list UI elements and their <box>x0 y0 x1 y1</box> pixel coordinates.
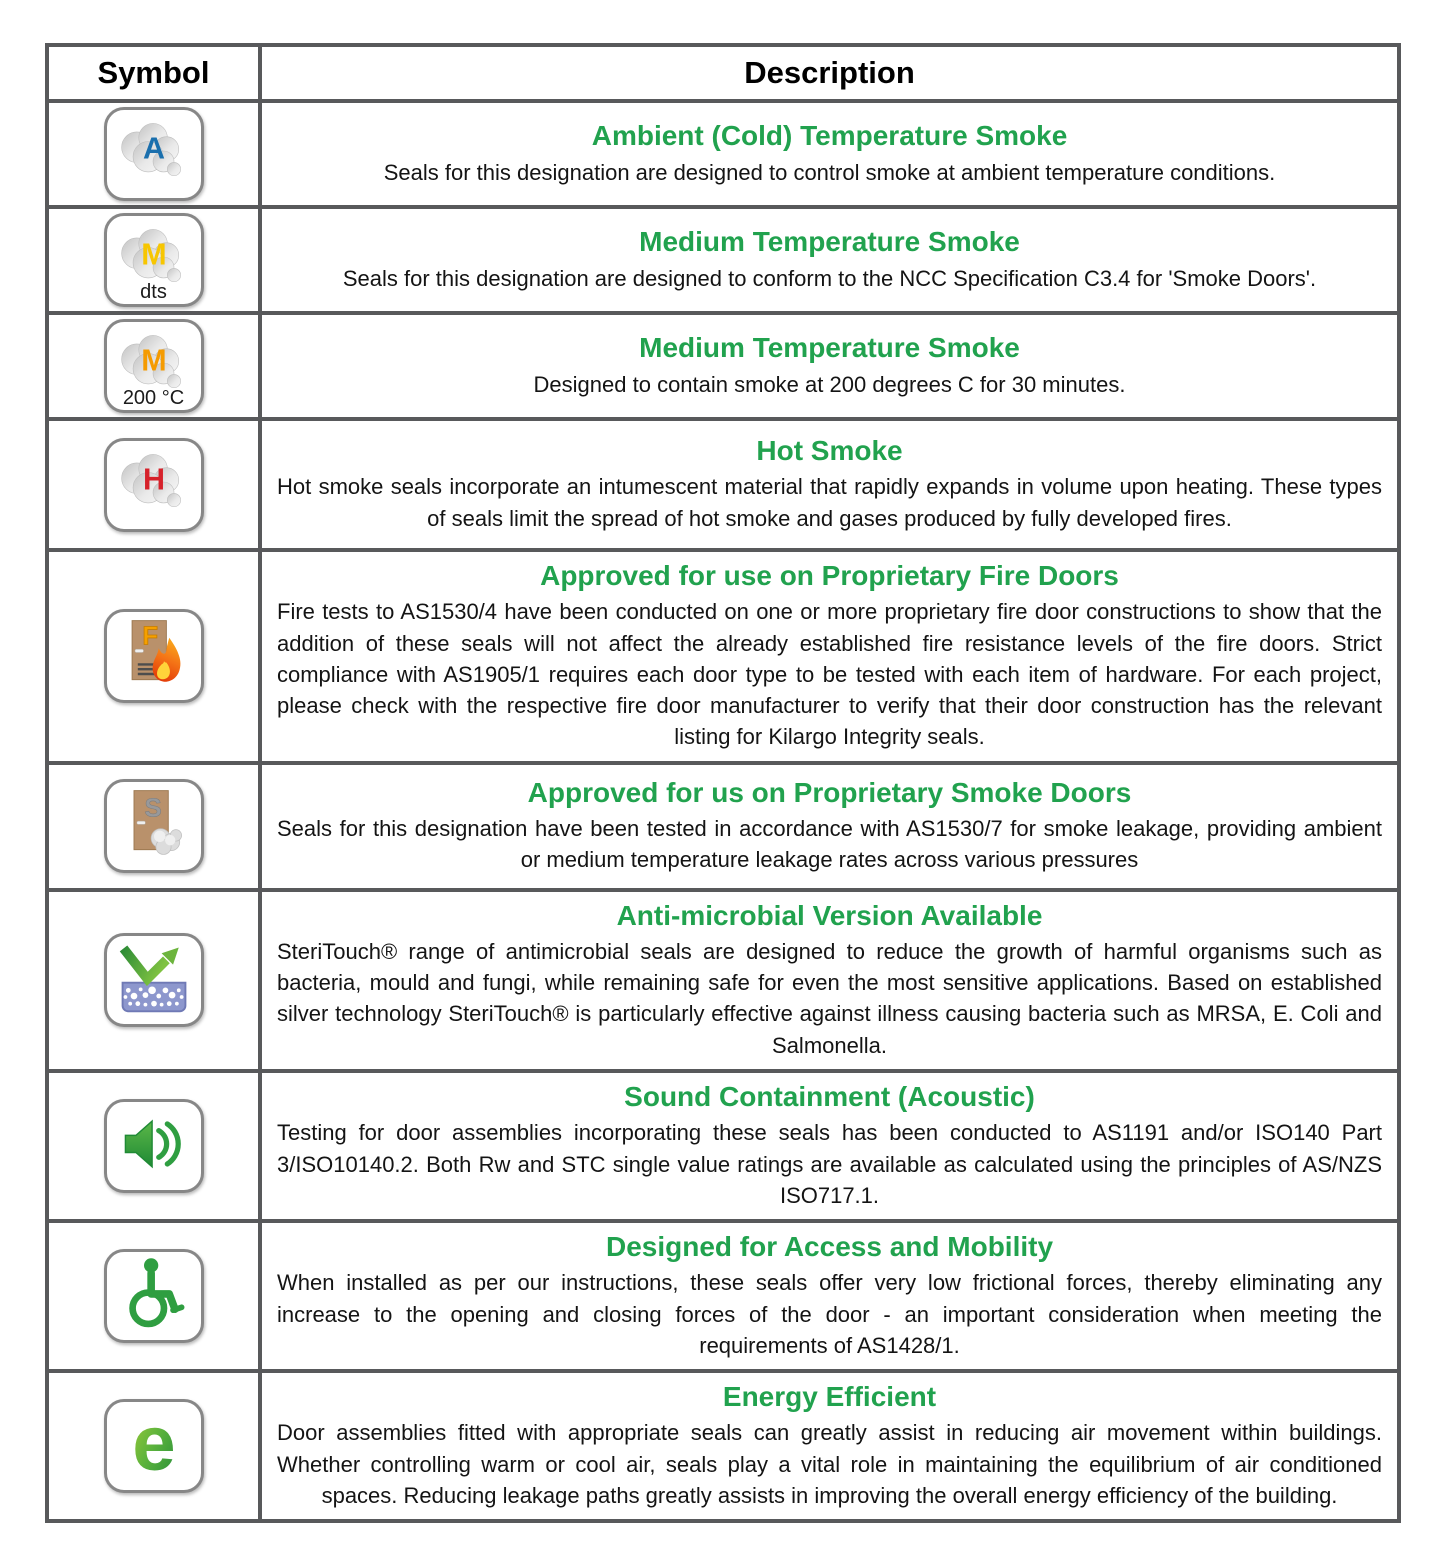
row-description: Door assemblies fitted with appropriate seals can greatly assist in reducing air movement within buildings. Whether controlling warm or cool air, seals play a vital role in maintaining the equilibrium of air conditioned spaces. Reducing leakage paths greatly assists in improving the overall energy efficiency of the building. <box>277 1420 1382 1508</box>
table-row <box>47 763 1399 890</box>
row-title: Approved for use on Proprietary Fire Doors <box>540 560 1119 591</box>
svg-text:F: F <box>141 622 158 651</box>
symbol-cell <box>47 890 260 1071</box>
description-cell <box>260 101 1399 207</box>
description-column-header: Description <box>260 45 1399 101</box>
svg-text:A: A <box>142 131 165 166</box>
svg-text:S: S <box>143 794 162 823</box>
table-row <box>47 890 1399 1071</box>
table-row <box>47 1371 1399 1521</box>
description-cell <box>260 550 1399 763</box>
symbol-cell <box>47 313 260 419</box>
symbol-cell <box>47 1221 260 1371</box>
table-row <box>47 550 1399 763</box>
row-description: Seals for this designation are designed to control smoke at ambient temperature conditions. <box>383 159 1276 185</box>
table-row <box>47 1221 1399 1371</box>
symbol-cell <box>47 763 260 890</box>
row-title: Designed for Access and Mobility <box>605 1230 1054 1262</box>
svg-text:M: M <box>140 237 167 272</box>
row-title: Medium Temperature Smoke <box>639 332 1020 364</box>
symbol-cell <box>47 1371 260 1521</box>
row-title: Ambient (Cold) Temperature Smoke <box>591 120 1068 152</box>
description-cell <box>260 1221 1399 1371</box>
row-description: SteriTouch® range of antimicrobial seals are designed to reduce the growth of harmful organisms such as bacteria, mould and fungi, while remaining safe for even the most sensitive applications. Based on established silver technology SteriTouch® is particularly effective against illness causing bacteria such as MRSA, E. Coli and Salmonella. <box>277 938 1382 1058</box>
row-description: Seals for this designation have been tested in accordance with AS1530/7 for smoke leakage, providing ambient or medium temperature leakage rates across various pressures <box>277 816 1382 873</box>
table-row <box>47 313 1399 419</box>
table-header <box>47 45 1399 101</box>
wheelchair-icon <box>104 1249 204 1343</box>
icon-caption: dts <box>140 281 167 303</box>
svg-text:e: e <box>131 1403 176 1484</box>
symbol-cell <box>47 1071 260 1221</box>
symbol-cell <box>47 207 260 313</box>
svg-text:H: H <box>142 462 165 497</box>
energy-e-icon <box>104 1399 204 1493</box>
symbol-description-table <box>45 43 1401 1523</box>
description-cell <box>260 763 1399 890</box>
symbol-cell <box>47 101 260 207</box>
symbol-cell <box>47 419 260 550</box>
row-title: Anti-microbial Version Available <box>616 899 1043 931</box>
row-title: Energy Efficient <box>722 1381 937 1413</box>
row-description: Seals for this designation are designed to conform to the NCC Specification C3.4 for 'Smoke Doors'. <box>342 265 1317 291</box>
icon-caption: 200 °C <box>122 387 185 409</box>
description-cell <box>260 207 1399 313</box>
row-description: Fire tests to AS1530/4 have been conducted on one or more proprietary fire door constructions to show that the addition of these seals will not affect the already established fire resistance levels of the fire doors. Strict compliance with AS1905/1 requires each door type to be tested with each item of hardware. For each project, please check with the respective fire door manufacturer to verify that their door construction has the relevant listing for Kilargo Integrity seals. <box>277 599 1382 750</box>
row-description: Designed to contain smoke at 200 degrees C for 30 minutes. <box>533 371 1126 397</box>
row-title: Hot Smoke <box>756 435 903 467</box>
description-cell <box>260 313 1399 419</box>
cloud-m-200c-icon <box>104 319 204 413</box>
symbol-cell <box>47 550 260 763</box>
cloud-a-icon <box>104 107 204 201</box>
description-cell <box>260 1371 1399 1521</box>
header-row <box>47 45 1399 101</box>
row-description: When installed as per our instructions, these seals offer very low frictional forces, thereby eliminating any increase to the opening and closing forces of the door - an important consideration when meeting the requirements of AS1428/1. <box>277 1270 1382 1358</box>
svg-text:M: M <box>140 343 167 378</box>
row-title: Sound Containment (Acoustic) <box>624 1080 1035 1112</box>
table-row <box>47 101 1399 207</box>
description-cell <box>260 1071 1399 1221</box>
row-description: Hot smoke seals incorporate an intumescent material that rapidly expands in volume upon heating. These types of seals limit the spread of hot smoke and gases produced by fully developed fires. <box>277 474 1382 531</box>
smoke-door-icon <box>104 779 204 873</box>
cloud-m-dts-icon <box>104 213 204 307</box>
symbol-column-header: Symbol <box>47 45 260 101</box>
row-description: Testing for door assemblies incorporating these seals has been conducted to AS1191 and/or ISO140 Part 3/ISO10140.2. Both Rw and STC single value ratings are available as calculated using the principles of AS/NZS ISO717.1. <box>277 1120 1382 1208</box>
antimicrobial-bounce-icon <box>104 933 204 1027</box>
description-cell <box>260 419 1399 550</box>
table-row <box>47 207 1399 313</box>
table-row <box>47 1071 1399 1221</box>
cloud-h-icon <box>104 438 204 532</box>
fire-door-icon <box>104 609 204 703</box>
description-cell <box>260 890 1399 1071</box>
table-row <box>47 419 1399 550</box>
row-title: Approved for us on Proprietary Smoke Doors <box>527 776 1132 808</box>
row-title: Medium Temperature Smoke <box>639 226 1020 258</box>
speaker-icon <box>104 1099 204 1193</box>
